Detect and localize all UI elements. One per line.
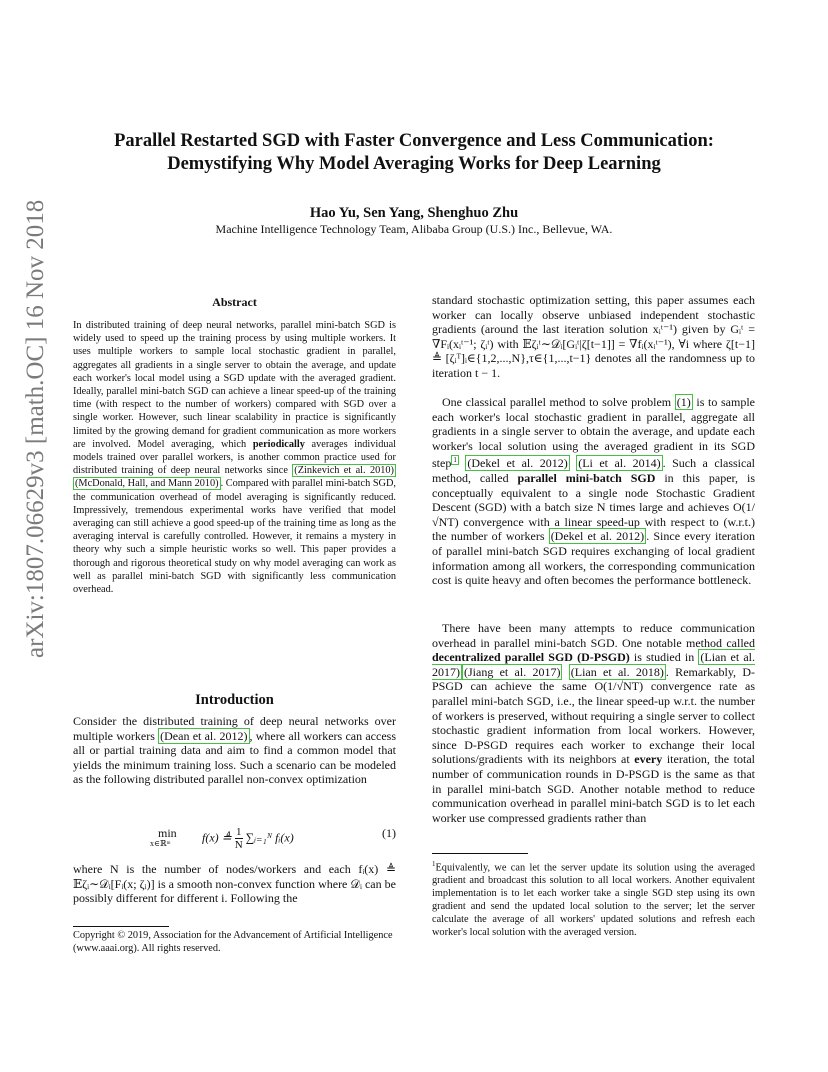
eq-subscript: x∈ℝᵐ <box>150 839 171 848</box>
copyright-rule <box>73 926 169 927</box>
footnote-text: Equivalently, we can let the server update its solution using the averaged gradient and broadcast this solution to all local workers. Another equivalent implementation is to let each worker take a single SGD step using its own gradient and send the updated local solution to the server; let the server calculate the average of all workers' updated solutions and refresh each worker's local solution with the averaged version. <box>432 862 755 939</box>
intro-text: Consider the distributed training of deep neural networks over multiple workers <box>73 714 396 743</box>
intro-text: , where all workers can access all or partial training data and aim to find a common model that yields the minimum training loss. Such a scenario can be modeled as the following distributed parallel non-convex optimization <box>73 728 396 787</box>
footnote-mark: 1 <box>432 860 436 868</box>
abstract-part: In distributed training of deep neural networks, parallel mini-batch SGD is widely used to speed up the training process by using multiple workers. It uses multiple workers to sample local stochastic gradient in parallel, aggregates all gradients in a single server to obtain the average, and update each worker's local model using a SGD update with the averaged gradient. Ideally, parallel mini-batch SGD can achieve a linear speed-up of the training time (with respect to the number of workers) compared with SGD over a single worker. However, such linear scalability in practice is significantly limited by the growing demand for gradient communication as more workers are involved. Model averaging, which <box>73 320 396 450</box>
body-text: is to sample each worker's local stochastic gradient in parallel, aggregate all gradients in a single server to obtain the average, and update each worker's local solution using the averaged gradient in its SGD step <box>432 395 755 471</box>
citation-link[interactable]: (Lian et al. 2018) <box>570 664 664 679</box>
body-text: . Such a classical method, called <box>432 456 756 485</box>
intro-paragraph-1 <box>73 714 396 787</box>
right-paragraph-3 <box>432 621 755 825</box>
citation-link[interactable]: (Jiang et al. 2017) <box>464 664 561 679</box>
body-text: is studied in <box>629 650 699 665</box>
eq-fraction <box>235 826 243 851</box>
abstract-heading: Abstract <box>212 295 257 309</box>
bold-term: decentralized parallel SGD (D-PSGD) <box>432 650 630 665</box>
copyright-notice: Copyright © 2019, Association for the Advancement of Artificial Intelligence (www.aaai.org). All rights reserved. <box>73 930 393 954</box>
right-paragraph-1: standard stochastic optimization setting, this paper assumes each worker can locally observe unbiased independent stochastic gradients (around the last iteration solution xᵢᵗ⁻¹) given by Gᵢᵗ = ∇Fᵢ(xᵢᵗ⁻¹; ζᵢᵗ) with 𝔼ζᵢᵗ∼𝒟ᵢ[Gᵢᵗ|ζ[t−1]] = ∇fᵢ(xᵢᵗ⁻¹), ∀i where ζ[t−1] ≜ [ζᵢᵀ]ᵢ∈{1,2,...,N},τ∈{1,...,t−1} denotes all the randomness up to iteration t − 1. <box>432 293 755 380</box>
body-text: iteration, the total number of communication rounds in D-PSGD is the same as that in parallel mini-batch SGD. Another notable method to reduce communication overhead in parallel mini-batch SGD is to let each worker use compressed gradients rather than <box>432 752 755 825</box>
abstract-part: averages individual models trained over parallel workers, is another common practice used for distributed training of deep neural networks since <box>73 438 397 477</box>
citation-link[interactable]: (McDonald, Hall, and Mann 2010) <box>75 478 219 490</box>
abstract-text <box>73 319 396 596</box>
equation-ref-link[interactable]: (1) <box>676 395 691 409</box>
eq-lhs: f(x) ≜ <box>202 830 232 845</box>
eq-frac-den: N <box>234 839 243 851</box>
eq-sum: ∑ᵢ₌₁ᴺ fᵢ(x) <box>245 830 294 845</box>
eq-number: (1) <box>382 826 396 840</box>
intro-heading: Introduction <box>195 692 274 708</box>
bold-term: every <box>634 752 663 767</box>
citation-link[interactable]: (Dekel et al. 2012) <box>550 529 645 544</box>
body-text: . Remarkably, D-PSGD can achieve the same O(1/√NT) convergence rate as parallel mini-batch SGD, i.e., the linear speed-up w.r.t. the number of workers is preserved, without requiring a single server to collect stochastic gradient information from local workers. However, since D-PSGD requires each worker to exchange their local solutions/gradients with its neighbors at <box>432 664 755 767</box>
citation-link[interactable]: (Zinkevich et al. 2010) <box>294 465 394 477</box>
bold-term: parallel mini-batch SGD <box>517 470 656 485</box>
footnote-rule <box>432 853 528 854</box>
arxiv-stamp: arXiv:1807.06629v3 [math.OC] 16 Nov 2018 <box>22 199 49 658</box>
citation-link[interactable]: (Li et al. 2014) <box>578 456 661 471</box>
abstract-bold: periodically <box>252 438 305 450</box>
footnote <box>432 858 755 939</box>
intro-paragraph-2: where N is the number of nodes/workers and each fᵢ(x) ≜ 𝔼ζᵢ∼𝒟ᵢ[Fᵢ(x; ζᵢ)] is a smooth non-convex function where 𝒟ᵢ can be possibly different for different i. Following the <box>73 862 396 906</box>
eq-body <box>202 826 294 851</box>
body-text: in this paper, is conceptually equivalent to a single node Stochastic Gradient Descent (SGD) with a batch size N times large and achieves O(1/√NT) convergence with a linear speed-up with respect to (w.r.t.) the number of workers <box>432 470 755 544</box>
citation-link[interactable]: (Dean et al. 2012) <box>160 728 248 743</box>
citation-link[interactable]: (Lian et al. 2017) <box>432 650 755 679</box>
abstract-part: . Compared with parallel mini-batch SGD, the communication overhead of model averaging is significantly reduced. Impressively, tremendous experimental works have verified that model averaging can still achieve a good speed-up of the training time as long as the averaging interval is carefully controlled. However, it remains a mystery in theory why such a simple heuristic works so well. This paper provides a thorough and rigorous theoretical study on why model averaging can work as well as parallel mini-batch SGD with significantly less communication overhead. <box>73 478 396 596</box>
title-line-2: Demystifying Why Model Averaging Works for Deep Learning <box>167 154 661 174</box>
equation-1 <box>150 812 396 858</box>
footnote-link[interactable]: 1 <box>453 456 457 465</box>
authors: Hao Yu, Sen Yang, Shenghuo Zhu <box>309 205 519 221</box>
citation-link[interactable]: (Dekel et al. 2012) <box>467 456 568 471</box>
affiliation: Machine Intelligence Technology Team, Alibaba Group (U.S.) Inc., Bellevue, WA. <box>215 222 613 236</box>
body-text: . Since every iteration of parallel mini-batch SGD requires exchanging of local gradient information among all workers, the corresponding communication cost is quite heavy and often becomes the performance bottleneck. <box>432 529 756 588</box>
right-paragraph-2 <box>432 395 755 588</box>
title-line-1: Parallel Restarted SGD with Faster Convergence and Less Communication: <box>114 131 714 151</box>
body-text: One classical parallel method to solve problem <box>442 395 675 409</box>
body-text: There have been many attempts to reduce communication overhead in parallel mini-batch SGD. One notable method called <box>432 621 755 650</box>
eq-frac-num: 1 <box>235 826 242 838</box>
eq-min: min <box>158 826 177 840</box>
paper-title <box>60 130 768 176</box>
